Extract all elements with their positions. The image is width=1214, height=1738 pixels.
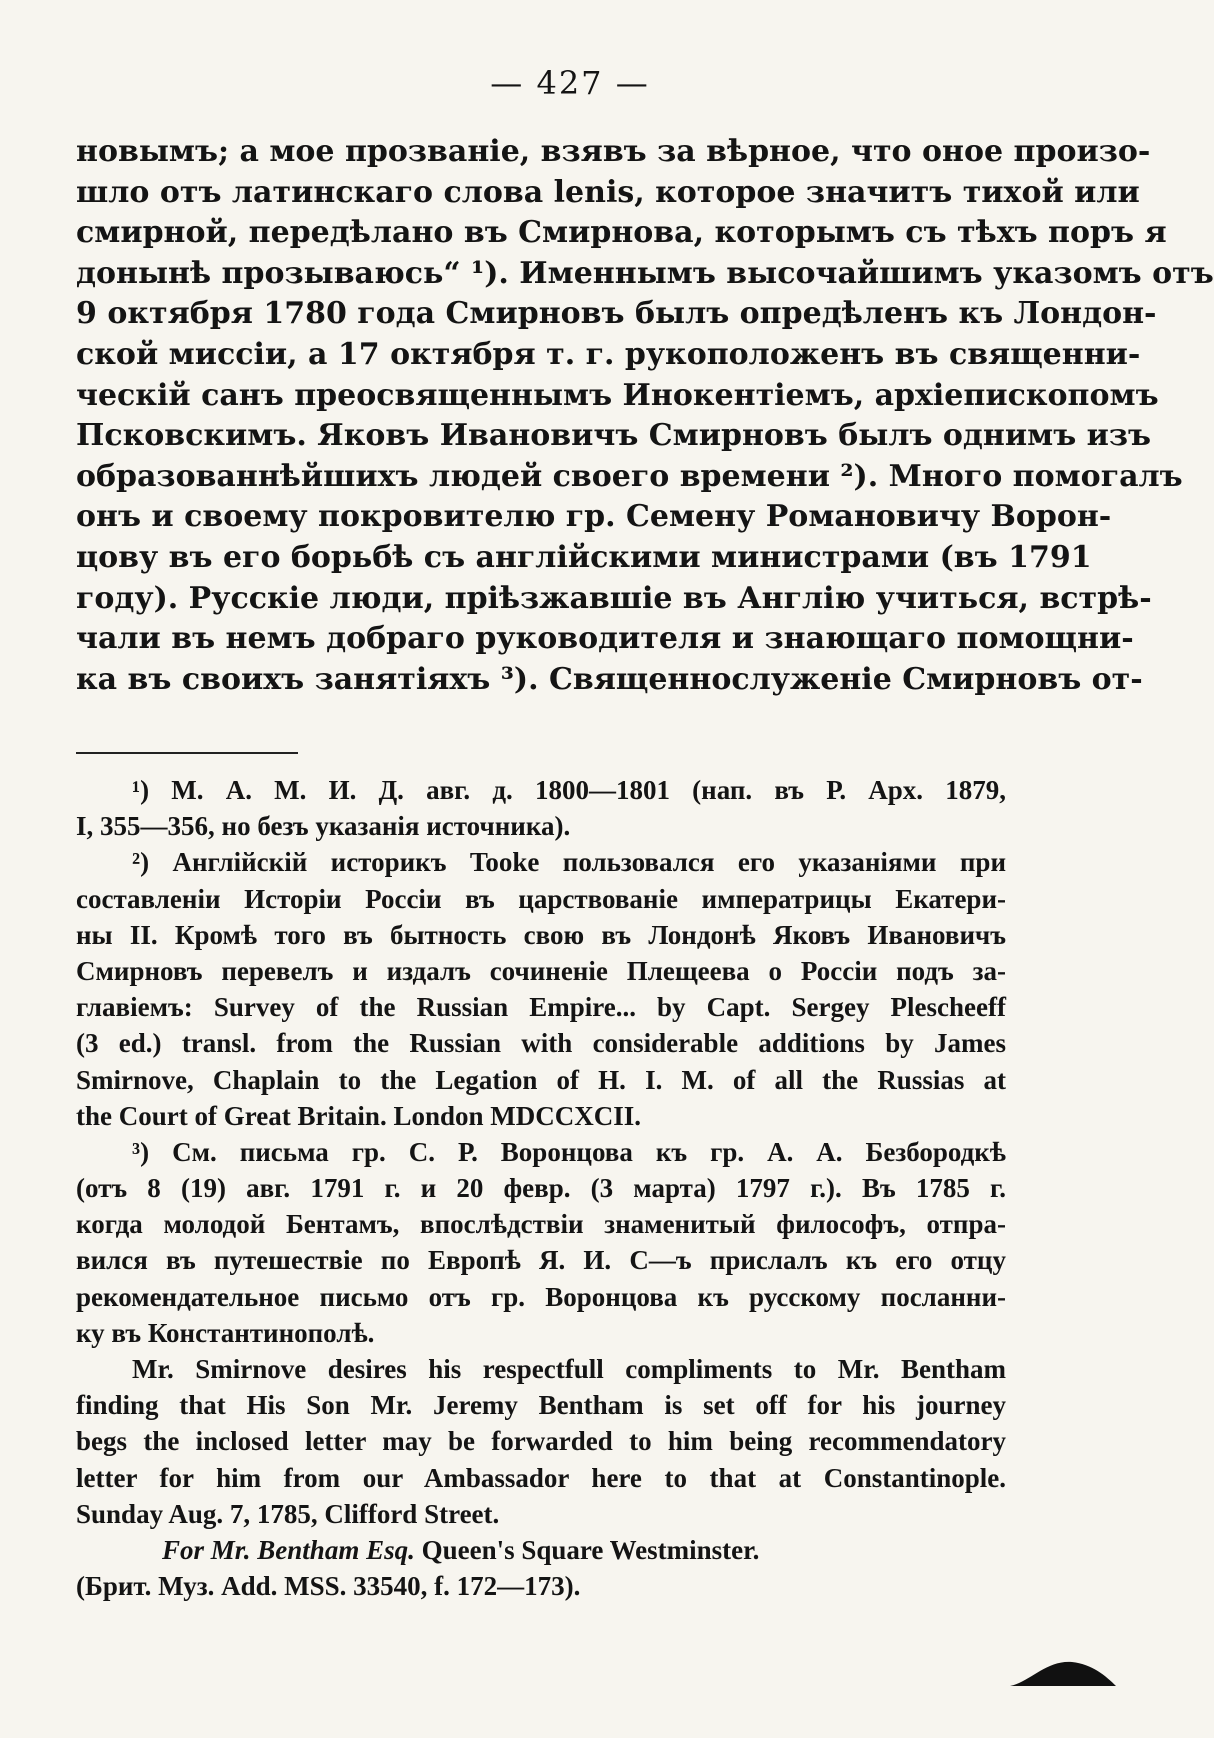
footnote-3-line: [76, 1134, 1006, 1170]
footnote-2-text: Англійскій историкъ Tooke пользовался его указаніями при: [172, 847, 1006, 878]
main-text-line: 9 октября 1780 года Смирновъ былъ опредѣленъ къ Лондон-: [76, 296, 1157, 332]
letter-line: Mr. Smirnove desires his respectfull compliments to Mr. Bentham: [132, 1354, 1006, 1384]
footnote-3-line: ку въ Константинополѣ.: [76, 1317, 375, 1348]
letter-address-recipient: For Mr. Bentham Esq.: [162, 1534, 415, 1565]
main-text-line: цову въ его борьбѣ съ англійскими министрами (въ 1791: [76, 539, 1092, 575]
footnote-2-line: [76, 844, 1006, 880]
main-text-line: онъ и своему покровителю гр. Семену Романовичу Ворон-: [76, 499, 1112, 535]
main-text-line: новымъ; а мое прозваніе, взявъ за вѣрное, что оное произо-: [76, 134, 1151, 169]
letter-address-location: Queen's Square Westminster.: [414, 1534, 760, 1565]
footnote-2-line: (3 ed.) transl. from the Russian with considerable additions by James: [76, 1028, 1006, 1059]
main-text-line: Псковскимъ. Яковъ Ивановичъ Смирновъ былъ однимъ изъ: [76, 418, 1152, 454]
footnote-3-marker: ³): [132, 1136, 150, 1167]
letter-address-line: [76, 1532, 1006, 1568]
footnote-2-line: главіемъ: Survey of the Russian Empire... by Capt. Sergey Pleschееff: [76, 992, 1006, 1023]
main-text-line: ческій санъ преосвященнымъ Инокентіемъ, архіепископомъ: [76, 377, 1159, 413]
main-text-line: чали въ немъ добраго руководителя и знающаго помощни-: [76, 621, 1134, 657]
letter-date-line: Sunday Aug. 7, 1785, Clifford Street.: [76, 1498, 500, 1529]
main-text-line: году). Русскіе люди, пріѣзжавшіе въ Англію учиться, встрѣ-: [76, 580, 1152, 616]
footnote-1-text: М. А. М. И. Д. авг. д. 1800—1801 (нап. въ Р. Арх. 1879,: [171, 775, 1006, 805]
main-text-line: ка въ своихъ занятіяхъ ³). Священнослуженіе Смирновъ от-: [76, 661, 1143, 697]
main-text-block: [76, 132, 1214, 700]
letter-line: letter for him from our Ambassador here to that at Constantinople.: [76, 1462, 1006, 1493]
footnote-3-line: рекомендательное письмо отъ гр. Воронцова къ русскому посланни-: [76, 1281, 1006, 1312]
letter-source-line: (Брит. Муз. Add. MSS. 33540, f. 172—173).: [76, 1571, 581, 1602]
main-text-line: смирной, передѣлано въ Смирнова, которымъ съ тѣхъ поръ я: [76, 215, 1167, 251]
main-text-line: донынѣ прозываюсь“ ¹). Именнымъ высочайшимъ указомъ отъ: [76, 255, 1214, 291]
footnote-1-line: [76, 772, 1006, 808]
main-text-line: шло отъ латинскаго слова lenis, которое значитъ тихой или: [76, 174, 1140, 210]
footnote-1-line: I, 355—356, но безъ указанія источника).: [76, 811, 571, 842]
footnote-1-marker: ¹): [132, 775, 150, 805]
footnote-3-line: когда молодой Бентамъ, впослѣдствіи знаменитый философъ, отпра-: [76, 1209, 1006, 1240]
footnote-3-text: См. письма гр. С. Р. Воронцова къ гр. А. А. Безбородкѣ: [172, 1136, 1007, 1167]
footnote-2-line: the Court of Great Britain. London MDCCXCII.: [76, 1100, 641, 1131]
letter-line: finding that His Son Mr. Jeremy Bentham is set off for his journey: [76, 1390, 1006, 1421]
footnote-divider: [76, 752, 298, 754]
footnote-2-line: Smirnove, Chaplain to the Legation of H. I. M. of all the Russias at: [76, 1064, 1006, 1095]
footnotes-block: [76, 772, 1006, 1604]
footnote-2-line: Смирновъ перевелъ и издалъ сочиненіе Плещеева о Россіи подъ за-: [76, 955, 1006, 986]
page-corner-ornament-icon: [1006, 1656, 1118, 1690]
footnote-2-line: составленіи Исторіи Россіи въ царствованіе императрицы Екатери-: [76, 883, 1006, 914]
footnote-2-marker: ²): [132, 847, 150, 878]
letter-line: begs the inclosed letter may be forwarded to him being recommendatory: [76, 1426, 1006, 1457]
footnote-2-line: ны II. Кромѣ того въ бытность свою въ Лондонѣ Яковъ Ивановичъ: [76, 919, 1006, 950]
footnote-3-line: вился въ путешествіе по Европѣ Я. И. С—ъ прислалъ къ его отцу: [76, 1245, 1006, 1276]
page-number: — 427 —: [490, 64, 650, 102]
main-text-line: ской миссіи, а 17 октября т. г. рукоположенъ въ священни-: [76, 336, 1141, 372]
footnote-3-line: (отъ 8 (19) авг. 1791 г. и 20 февр. (3 марта) 1797 г.). Въ 1785 г.: [76, 1173, 1006, 1204]
main-text-line: образованнѣйшихъ людей своего времени ²). Много помогалъ: [76, 458, 1183, 494]
